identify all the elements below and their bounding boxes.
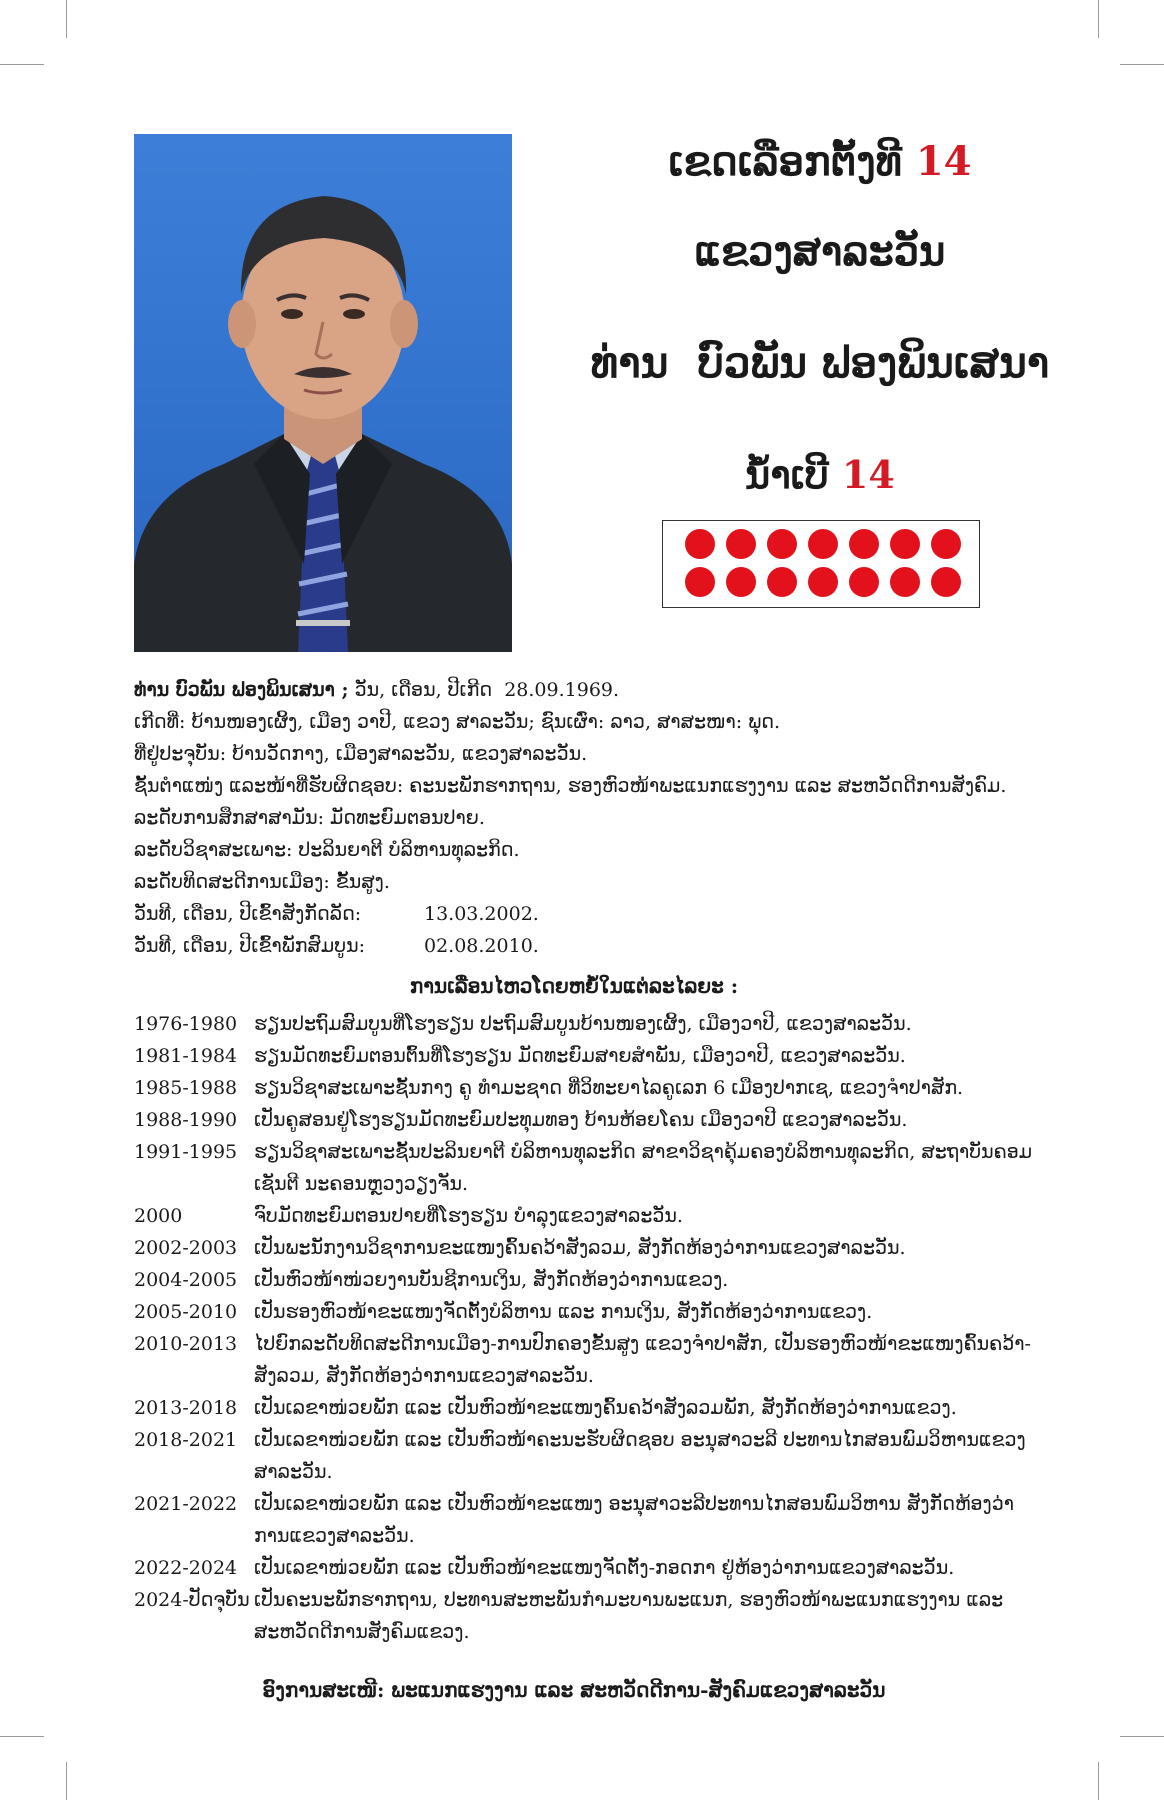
constituency-number: 14 [915,138,972,185]
career-row [134,1104,1034,1136]
career-row [134,1232,1034,1264]
crop-mark [1120,1736,1164,1737]
ballot-dot [726,567,756,597]
career-description: ຈົບມັດທະຍົມຕອນປາຍທີ່ໂຮງຮຽນ ບໍາລຸງແຂວງສາລະວັນ. [254,1205,683,1227]
ballot-dot [931,529,961,559]
ballot-dot [808,567,838,597]
info-position: ຊັ້ນຕໍາແໜ່ງ ແລະໜ້າທີ່ຮັບຜິດຊອບ: ຄະນະພັກຮາກຖານ, ຮອງຫົວໜ້າພະແນກແຮງງານ ແລະ ສະຫວັດດີການສັງຄົມ. [134,775,1007,797]
career-year: 2024-ປັດຈຸບັນ [134,1589,250,1611]
career-row [134,1328,1034,1392]
ballot-dot [849,529,879,559]
career-description: ເປັນເລຂາໜ່ວຍພັກ ແລະ ເປັນຫົວໜ້າຂະແໜງຄົ້ນຄວ້າສັງລວມພັກ, ສັງກັດຫ້ອງວ່າການແຂວງ. [254,1397,957,1419]
crop-mark [1120,64,1164,65]
career-row [134,1040,1034,1072]
ballot-dot [808,529,838,559]
ballot-dot [890,567,920,597]
info-name: ທ່ານ ບົວພັນ ຟອງພິນເສນາ ; [134,679,349,701]
info-state-join-date: 13.03.2002. [424,903,539,925]
info-residence: ທີ່ຢູ່ປະຈຸບັນ: ບ້ານວັດກາງ, ເມືອງສາລະວັນ, ແຂວງສາລະວັນ. [134,743,588,765]
ballot-dot [849,567,879,597]
info-state-join-label: ວັນທີ, ເດືອນ, ປີເຂົ້າສັງກັດລັດ: [134,903,362,925]
ballot-dot [685,529,715,559]
career-year: 2021-2022 [134,1493,238,1515]
crop-mark [1098,1762,1099,1800]
career-description: ເປັນພະນັກງານວິຊາການຂະແໜງຄົ້ນຄວ້າສັງລວມ, ສັງກັດຫ້ອງວ່າການແຂວງສາລະວັນ. [254,1237,906,1259]
career-description: ເປັນຄູສອນຢູ່ໂຮງຮຽນມັດທະຍົມປະທຸມທອງ ບ້ານຫ້ອຍໂຄນ ເມືອງວາປີ ແຂວງສາລະວັນ. [254,1109,908,1131]
career-description: ໄປຍົກລະດັບທິດສະດີການເມືອງ-ການປົກຄອງຂັ້ນສູງ ແຂວງຈໍາປາສັກ, ເປັນຮອງຫົວໜ້າຂະແໜງຄົ້ນຄວ້າ-ສັງລວມ, ສັງກັດຫ້ອງວ່າການແຂວງສາລະວັນ. [254,1333,1031,1387]
career-year: 1991-1995 [134,1141,238,1163]
info-party-join-label: ວັນທີ, ເດືອນ, ປີເຂົ້າພັກສົມບູນ: [134,935,366,957]
career-row [134,1264,1034,1296]
ballot-dot [685,567,715,597]
career-year: 2000 [134,1205,183,1227]
ballot-dot [767,567,797,597]
career-year: 1981-1984 [134,1045,238,1067]
career-year: 1985-1988 [134,1077,238,1099]
info-specialized-education: ລະດັບວິຊາສະເພາະ: ປະລິນຍາຕີ ບໍລິຫານທຸລະກິດ. [134,839,520,861]
career-year: 2002-2003 [134,1237,238,1259]
career-description: ຮຽນວິຊາສະເພາະຊັ້ນປະລິນຍາຕີ ບໍລິຫານທຸລະກິດ ສາຂາວິຊາຄຸ້ມຄອງບໍລິຫານທຸລະກິດ, ສະຖາບັນຄອມເຊັນຕີ ນະຄອນຫຼວງວຽງຈັນ. [254,1141,1033,1195]
career-year: 2005-2010 [134,1301,238,1323]
province-title: ແຂວງສາລະວັນ [694,228,946,275]
ballot-dot [767,529,797,559]
career-description: ເປັນຫົວໜ້າໜ່ວຍງານບັນຊີການເງິນ, ສັງກັດຫ້ອງວ່າການແຂວງ. [254,1269,729,1291]
career-description: ເປັນເລຂາໜ່ວຍພັກ ແລະ ເປັນຫົວໜ້າຂະແໜງ ອະນຸສາວະລີປະທານໄກສອນພົມວິຫານ ສັງກັດຫ້ອງວ່າການແຂວງສາລະວັນ. [254,1493,1014,1547]
info-political-theory: ລະດັບທິດສະດີການເມືອງ: ຂັ້ນສູງ. [134,871,390,893]
career-description: ເປັນຄະນະພັກຮາກຖານ, ປະທານສະຫະພັນກໍາມະບານພະແນກ, ຮອງຫົວໜ້າພະແນກແຮງງານ ແລະ ສະຫວັດດີການສັງຄົມແຂວງ. [254,1589,1004,1643]
personal-info [134,674,1034,962]
career-description: ຮຽນມັດທະຍົມຕອນຕົ້ນທີ່ໂຮງຮຽນ ມັດທະຍົມສາຍສໍາພັນ, ເມືອງວາປີ, ແຂວງສາລະວັນ. [254,1045,906,1067]
ballot-dot [890,529,920,559]
career-description: ຮຽນປະຖົມສົມບູນທີ່ໂຮງຮຽນ ປະຖົມສົມບູນບ້ານໜອງເຜິ້ງ, ເມືອງວາປີ, ແຂວງສາລະວັນ. [254,1013,912,1035]
proposing-organization: ອົງການສະເໜີ: ພະແນກແຮງງານ ແລະ ສະຫວັດດີການ-ສັງຄົມແຂວງສາລະວັນ [262,1678,886,1702]
career-row [134,1200,1034,1232]
crop-mark [66,0,67,38]
ballot-dots-box [662,520,980,608]
career-year: 2018-2021 [134,1429,238,1451]
career-row [134,1552,1034,1584]
candidate-photo [134,134,512,652]
crop-mark [0,64,44,65]
career-description: ເປັນເລຂາໜ່ວຍພັກ ແລະ ເປັນຫົວໜ້າຄະນະຮັບຜິດຊອບ ອະນຸສາວະລີ ປະທານໄກສອນພົມວິຫານແຂວງສາລະວັນ. [254,1429,1026,1483]
ballot-number-title [520,452,1120,497]
crop-mark [0,1736,44,1737]
info-birthplace: ເກີດທີ່: ບ້ານໜອງເຜິ້ງ, ເມືອງ ວາປີ, ແຂວງ ສາລະວັນ; ຊົນເຜົ່າ: ລາວ, ສາສະໜາ: ພຸດ. [134,711,781,733]
career-year: 2022-2024 [134,1557,238,1579]
career-year: 1988-1990 [134,1109,238,1131]
career-description: ຮຽນວິຊາສະເພາະຊັ້ນກາງ ຄູ ທໍາມະຊາດ ທີ່ວິທະຍາໄລຄູເລກ 6 ເມືອງປາກເຊ, ແຂວງຈໍາປາສັກ. [254,1077,964,1099]
career-row [134,1424,1034,1488]
ballot-label: ນໍ້າເບີ [745,452,829,497]
constituency-title [520,138,1120,185]
career-heading: ການເລື່ອນໄຫວໂດຍຫຍໍ້ໃນແຕ່ລະໄລຍະ : [409,974,739,998]
career-year: 2013-2018 [134,1397,238,1419]
ballot-dot [726,529,756,559]
career-row [134,1296,1034,1328]
career-row [134,1136,1034,1200]
info-state-join-row [134,898,1034,930]
info-party-join-row [134,930,1034,962]
crop-mark [1098,0,1099,38]
career-list [134,1008,1034,1648]
career-row [134,1584,1034,1648]
career-row [134,1008,1034,1040]
crop-mark [66,1762,67,1800]
career-year: 1976-1980 [134,1013,238,1035]
career-row [134,1488,1034,1552]
career-description: ເປັນເລຂາໜ່ວຍພັກ ແລະ ເປັນຫົວໜ້າຂະແໜງຈັດຕັ້ງ-ກອດກາ ຢູ່ຫ້ອງວ່າການແຂວງສາລະວັນ. [254,1557,955,1579]
career-row [134,1392,1034,1424]
info-party-join-date: 02.08.2010. [424,935,539,957]
candidate-name-title: ທ່ານ ບົວພັນ ຟອງພິນເສນາ [590,338,1050,387]
career-year: 2010-2013 [134,1333,238,1355]
career-row [134,1072,1034,1104]
career-description: ເປັນຮອງຫົວໜ້າຂະແໜງຈັດຕັ້ງບໍລິຫານ ແລະ ການເງິນ, ສັງກັດຫ້ອງວ່າການແຂວງ. [254,1301,873,1323]
ballot-dot [931,567,961,597]
ballot-number: 14 [841,452,895,497]
info-general-education: ລະດັບການສຶກສາສາມັນ: ມັດທະຍົມຕອນປາຍ. [134,807,485,829]
info-name-row [134,674,1034,706]
constituency-label: ເຂດເລືອກຕັ້ງທີ [668,138,902,185]
info-dob: ວັນ, ເດືອນ, ປີເກີດ 28.09.1969. [348,679,620,701]
career-year: 2004-2005 [134,1269,238,1291]
portrait-illustration [134,134,512,652]
